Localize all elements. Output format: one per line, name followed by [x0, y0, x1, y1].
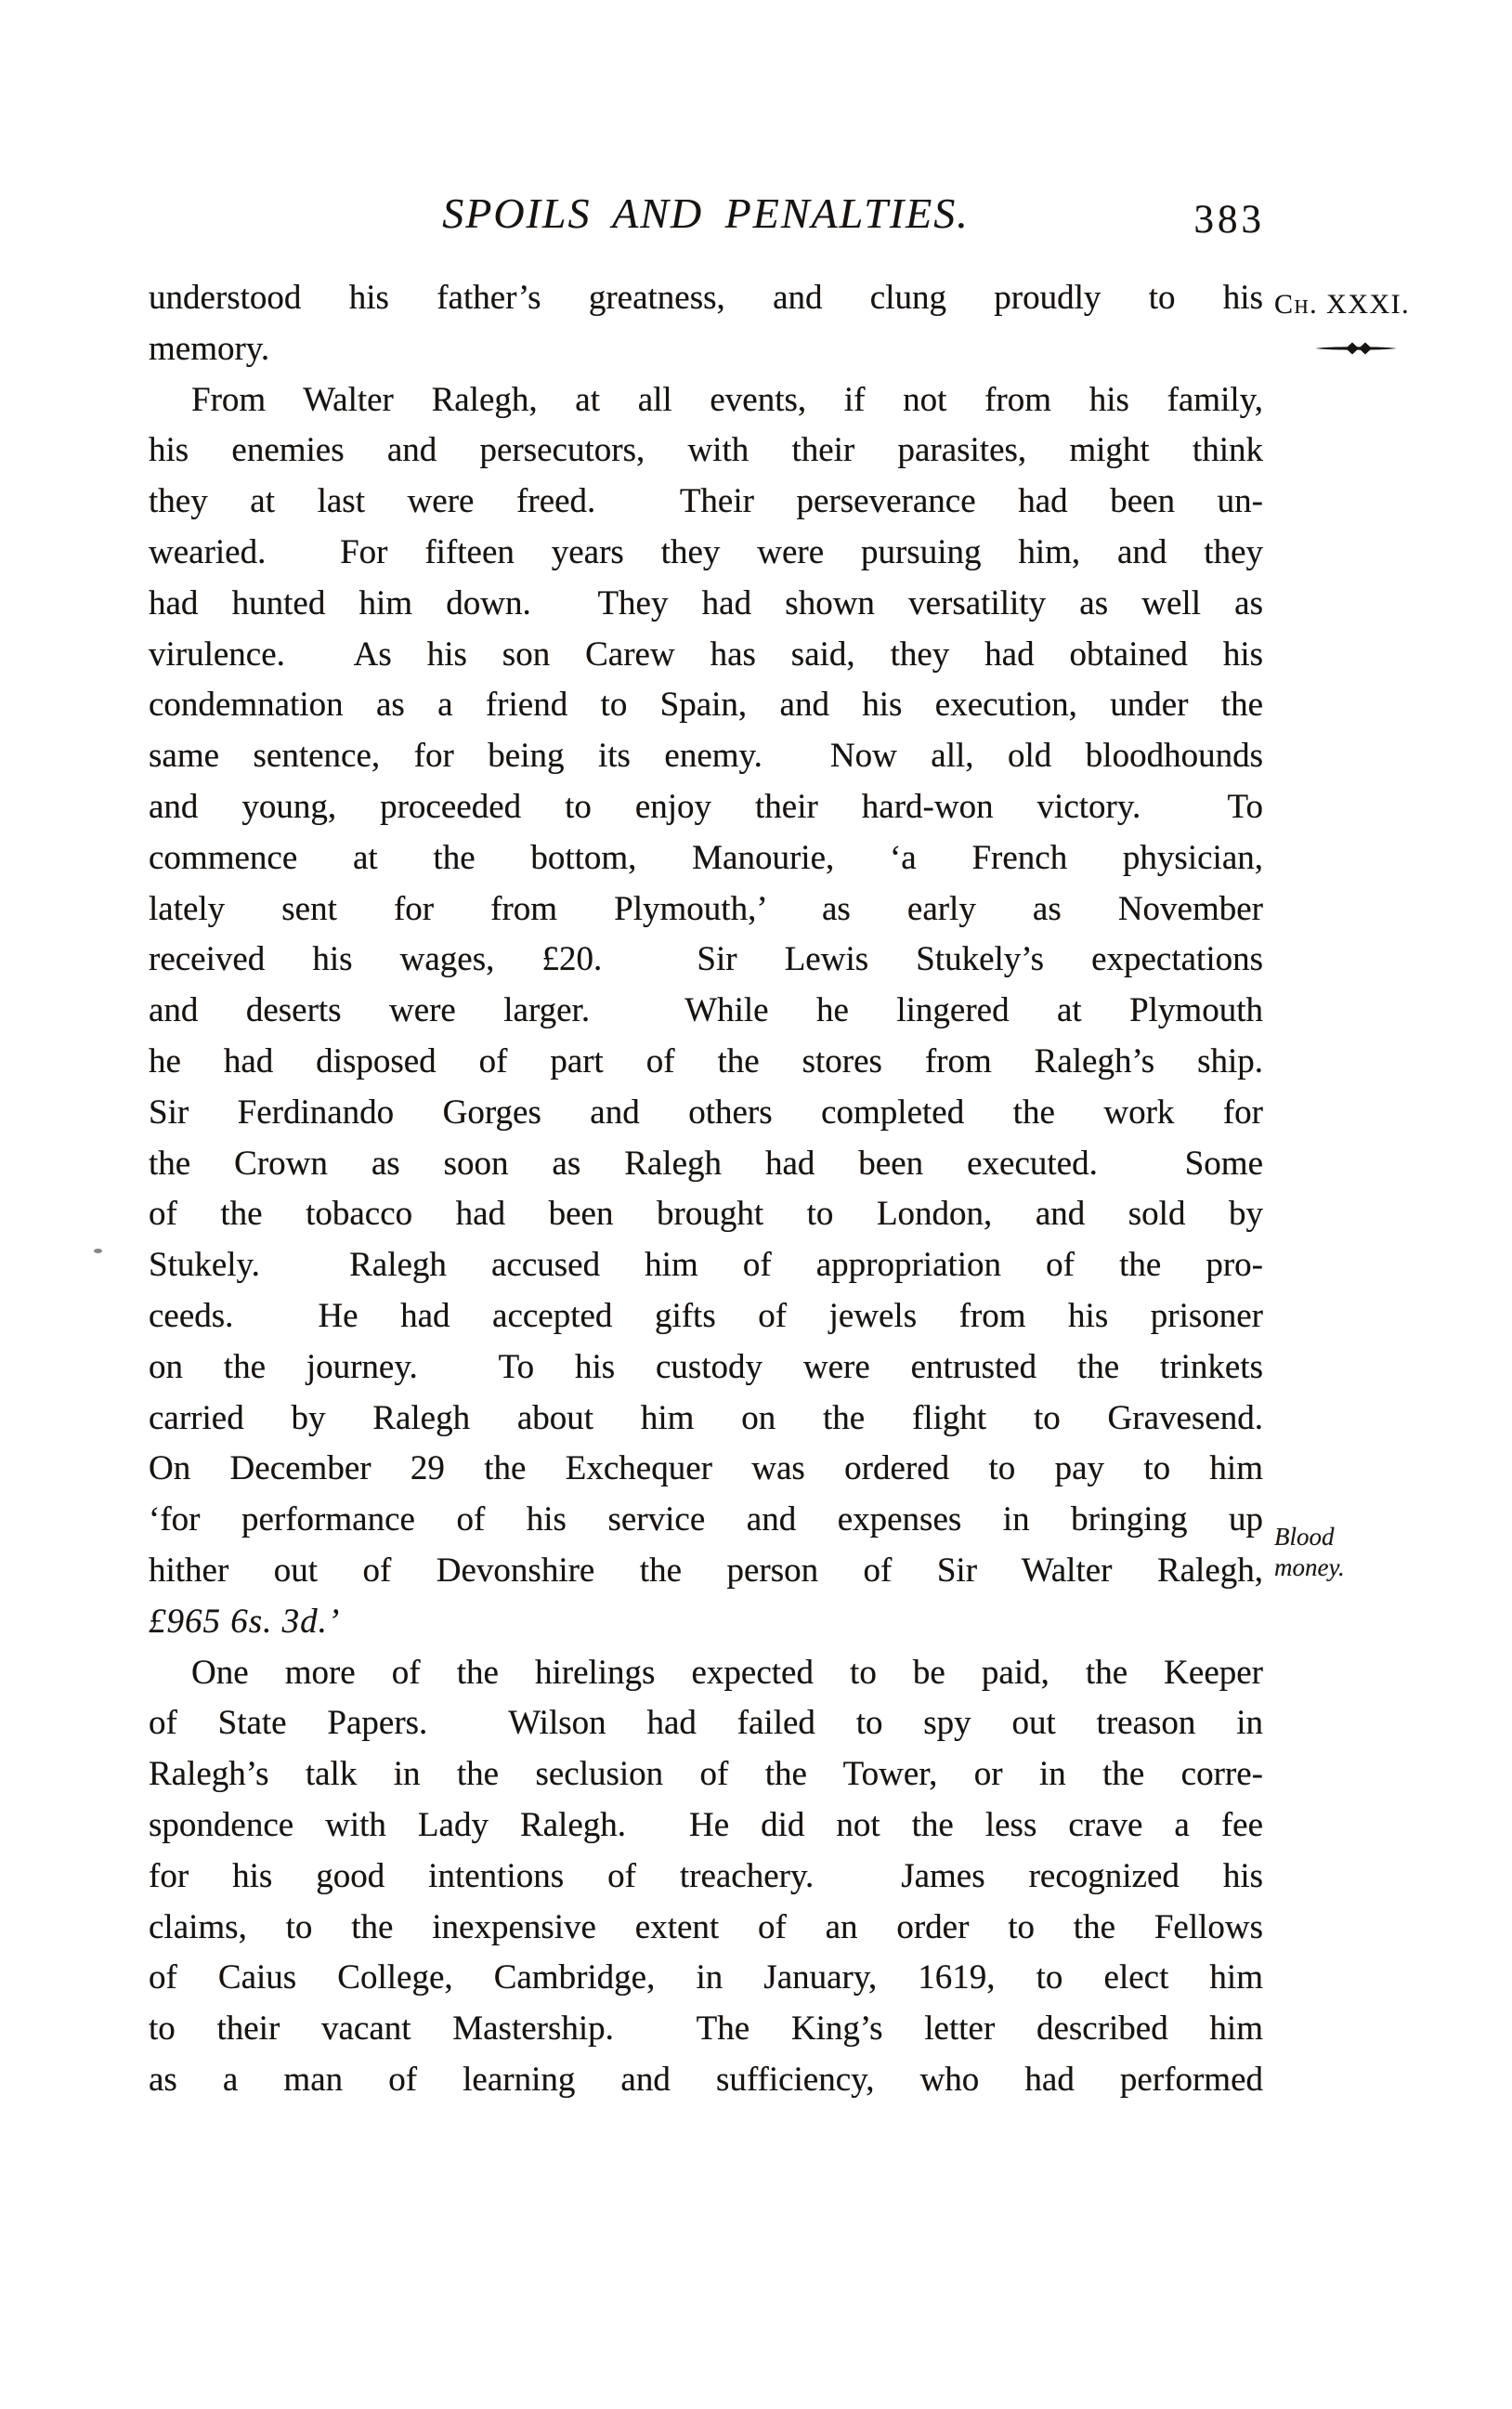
text-line: virulence. As his son Carew has said, they had obtained his	[149, 635, 1263, 674]
text-line: spondence with Lady Ralegh. He did not the less crave a fee	[149, 1805, 1263, 1844]
side-note-line: money.	[1274, 1553, 1345, 1581]
diamond-rule-ornament-icon	[1315, 341, 1397, 356]
text-line: commence at the bottom, Manourie, ‘a French physician,	[149, 838, 1263, 877]
margin-chapter-note: Ch. XXXI.	[1274, 289, 1411, 320]
text-line: of State Papers. Wilson had failed to spy out treason in	[149, 1704, 1263, 1743]
text-line: the Crown as soon as Ralegh had been executed. Some	[149, 1144, 1263, 1183]
text-line: £965 6s. 3d.’	[149, 1602, 341, 1641]
text-line: ceeds. He had accepted gifts of jewels from his prisoner	[149, 1296, 1263, 1335]
text-line: and deserts were larger. While he lingered at Plymouth	[149, 991, 1263, 1030]
margin-side-note	[1274, 1522, 1345, 1583]
text-line: wearied. For fifteen years they were pursuing him, and they	[149, 532, 1263, 571]
text-line: ‘for performance of his service and expenses in bringing up	[149, 1500, 1263, 1539]
text-line: for his good intentions of treachery. James recognized his	[149, 1856, 1263, 1895]
text-line: On December 29 the Exchequer was ordered to pay to him	[149, 1449, 1263, 1488]
text-line: Ralegh’s talk in the seclusion of the Tower, or in the corre-	[149, 1755, 1263, 1794]
text-line: and young, proceeded to enjoy their hard-won victory. To	[149, 787, 1263, 826]
text-line: claims, to the inexpensive extent of an order to the Fellows	[149, 1907, 1263, 1946]
running-head-title: SPOILS AND PENALTIES.	[442, 190, 970, 237]
text-line: of the tobacco had been brought to London, and sold by	[149, 1195, 1263, 1234]
text-line: lately sent for from Plymouth,’ as early as November	[149, 889, 1263, 928]
text-line: One more of the hirelings expected to be paid, the Keeper	[191, 1653, 1263, 1692]
text-line: had hunted him down. They had shown versatility as well as	[149, 583, 1263, 622]
text-line: received his wages, £20. Sir Lewis Stukely’s expectations	[149, 940, 1263, 979]
text-line: understood his father’s greatness, and clung proudly to his	[149, 279, 1263, 317]
side-note-line: Blood	[1274, 1523, 1335, 1551]
text-line: hither out of Devonshire the person of Sir Walter Ralegh,	[149, 1551, 1263, 1590]
text-line: on the journey. To his custody were entrusted the trinkets	[149, 1347, 1263, 1386]
text-line: his enemies and persecutors, with their parasites, might think	[149, 431, 1263, 470]
text-line: same sentence, for being its enemy. Now all, old bloodhounds	[149, 737, 1263, 776]
body-text	[149, 273, 1263, 2106]
text-line: memory.	[149, 329, 270, 368]
text-line: Stukely. Ralegh accused him of appropriation of the pro-	[149, 1246, 1263, 1285]
text-line: he had disposed of part of the stores from Ralegh’s ship.	[149, 1041, 1263, 1080]
text-line: condemnation as a friend to Spain, and his execution, under the	[149, 686, 1263, 725]
page-number: 383	[1193, 198, 1265, 242]
text-line: as a man of learning and sufficiency, who had performed	[149, 2060, 1263, 2099]
text-line: Sir Ferdinando Gorges and others completed the work for	[149, 1093, 1263, 1132]
text-line: they at last were freed. Their perseverance had been un-	[149, 482, 1263, 521]
scan-speck-artifact	[94, 1249, 102, 1253]
text-line: to their vacant Mastership. The King’s letter described him	[149, 2010, 1263, 2049]
text-line: of Caius College, Cambridge, in January, 1619, to elect him	[149, 1958, 1263, 1997]
text-line: carried by Ralegh about him on the flight to Gravesend.	[149, 1398, 1263, 1437]
text-line: From Walter Ralegh, at all events, if not from his family,	[191, 380, 1263, 419]
